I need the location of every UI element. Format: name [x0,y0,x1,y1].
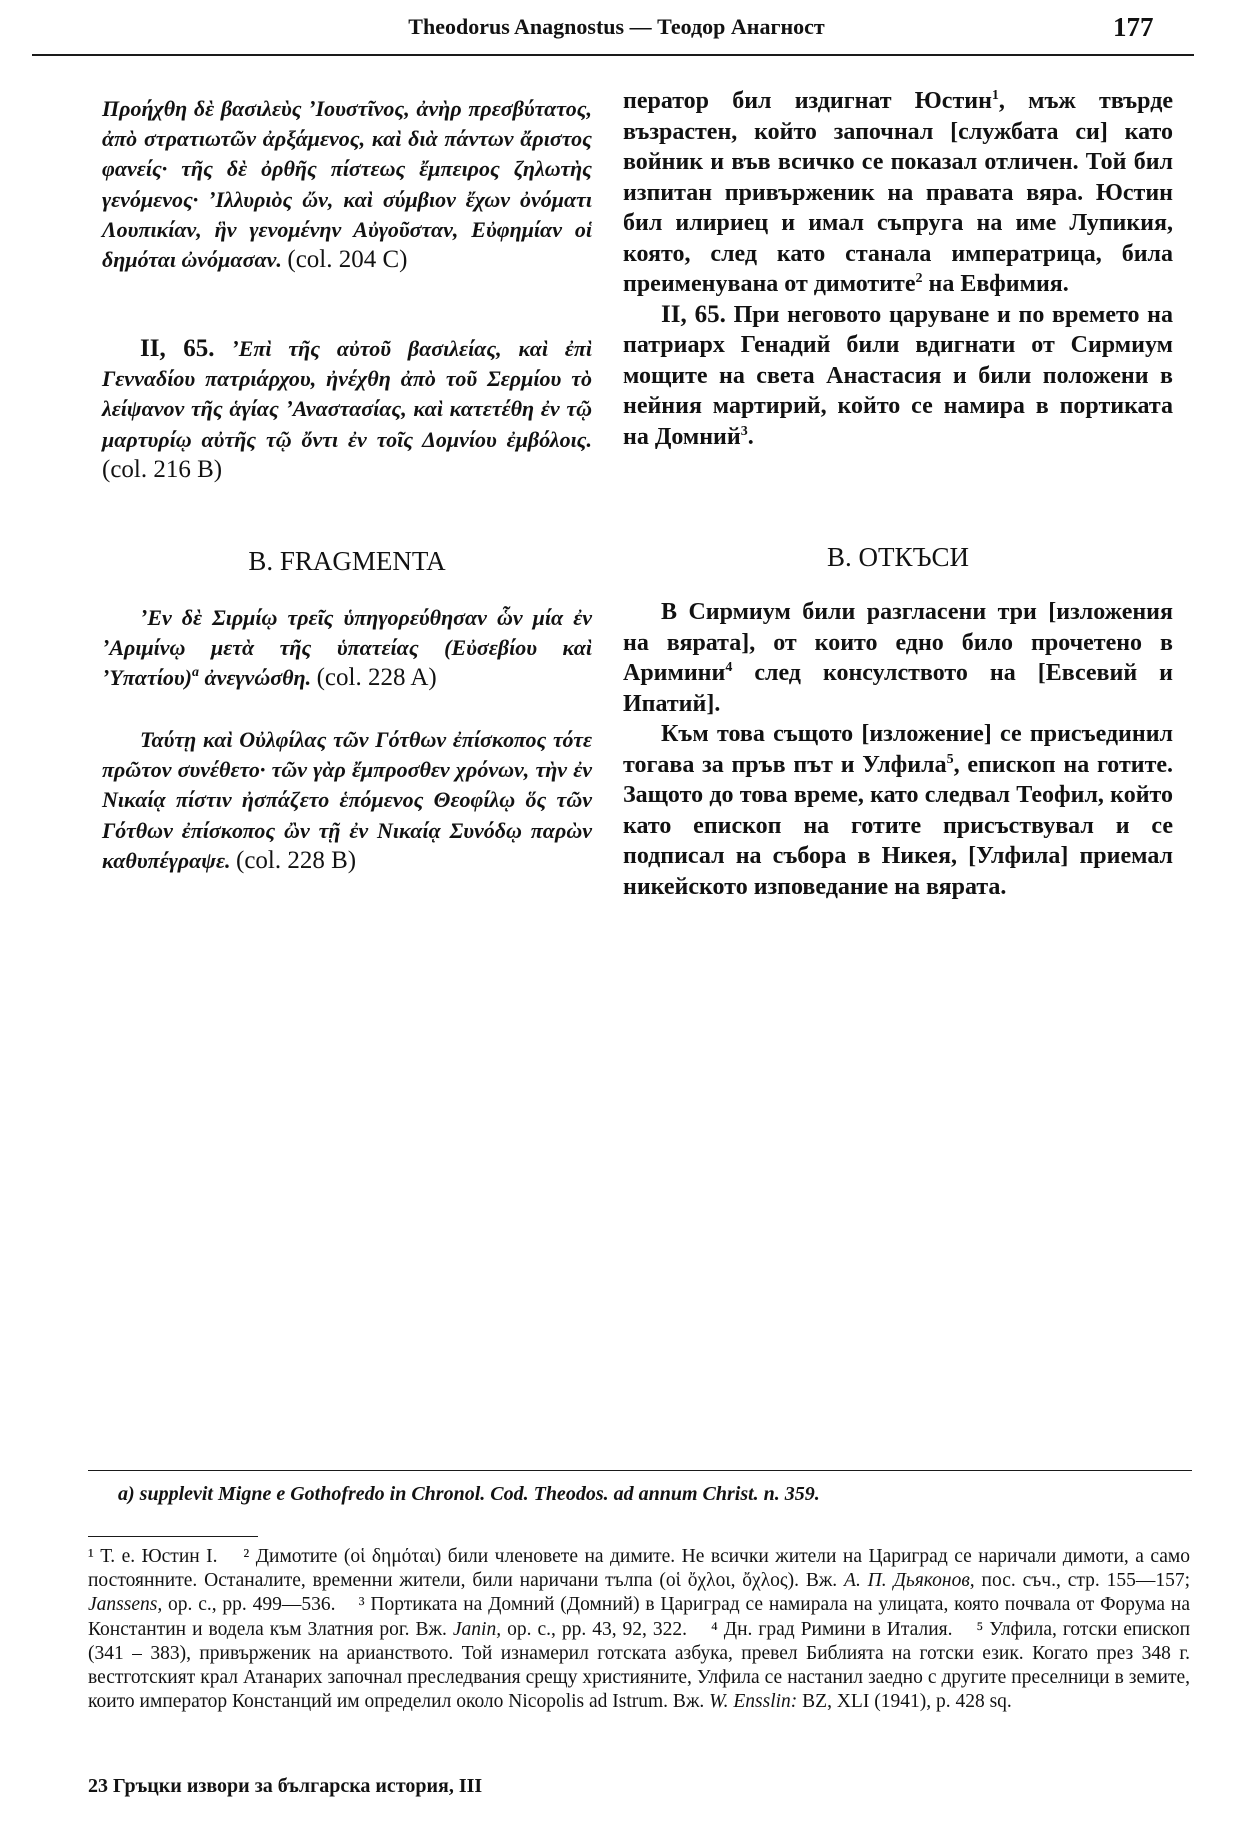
footnotes [88,1545,1190,1714]
signature-footer: 23 Гръцки извори за българска история, III [88,1775,483,1797]
section-heading-fragmenta: B. FRAGMENTA [248,546,446,576]
header-rule [32,54,1194,56]
section-number: II, 65. [661,300,726,328]
greek-fragment-ulfila-block [102,725,592,876]
column-reference: (col. 204 C) [287,246,408,274]
running-title: Theodorus Anagnostus — Теодор Анагност [408,14,825,39]
greek-column [102,94,592,275]
column-reference: (col. 228 B) [236,846,357,874]
translation-fragment-ulfila: Към това същото [изложение] се присъединил тогава за пръв път и Улфила$^5$, епископ на готите. Защото до това време, като следвал Теофил, който като епископ на готите присъствувал и се подписал на събора в Никея, [Улфила] приемал никейското изповедание на вярата. [623,721,1174,900]
translation-fragment-sirmium: В Сирмиум били разгласени три [изложения на вярата], от които едно било прочетено в Аримини$^4$ след консулството на [Евсевий и Ипатий]. [623,599,1173,717]
footnote-4: ⁴ Дн. град Римини в Италия. [711,1618,953,1640]
footnote-marker: 4 [725,660,733,675]
column-reference: (col. 216 B) [102,455,223,483]
column-reference: (col. 228 A) [316,664,437,692]
section-heading-otkasi: B. ОТКЪСИ [826,542,970,572]
greek-fragment-sirmium-block [102,603,592,694]
footnote-marker: 2 [915,271,923,286]
greek-passage-anastasia-block [102,334,592,485]
greek-fragment-ulfila: Ταύτῃ καὶ Οὐλφίλας τῶν Γότθων ἐπίσκοπος τότε πρῶτον συνέθετο· τῶν γὰρ ἔμπροσθεν χρόνων, τὴν ἐν Νικαίᾳ πίστιν ἠσπάζετο ἑπόμενος Θεοφίλῳ ὅς τῶν Γότθων ἐπίσκοπος ὢν τῇ ἐν Νικαίᾳ Συνόδῳ παρὼν καθυπέγραψε. (col. 228 B) [102,727,592,874]
footnote-2: ² Димотите (οἱ δημόται) били членовете на димите. Не всички жители на Цариград се наричали димоти, а само постоянните. Останалите, временни жители, били наричани тълпа (οἱ ὄχλοι, ὄχλος). Вж. А. П. Дьяконов, пос. съч., стр. 155—157; Janssens, op. c., pp. 499—536. [88,1546,1191,1616]
footnote-marker: 5 [946,751,954,767]
apparatus-marker: a [191,665,199,681]
apparatus-note: a) supplevit Migne e Gothofredo in Chronol. Cod. Theodos. ad annum Christ. n. 359. [118,1483,820,1505]
page-number: 177 [1113,12,1154,42]
footnote-marker: 1 [991,88,999,103]
footnote-3: ³ Портиката на Домний (Домний) в Цариград се намирала на улицата, която почвала от Форума на Константин и водела към Златния рог. Вж. Janin, op. c., pp. 43, 92, 322. [88,1594,1190,1640]
section-number: II, 65. [140,335,215,362]
translation-justin: ператор бил издигнат Юстин$^1$, мъж твърде възрастен, който започнал [службата си] като войник и във всичко се показал отличен. Той бил изпитан привърженик на правата вяра. Юстин бил илириец и имал съпруга на име Лупикия, която, след като станала императрица, била преименувана от димотите$^2$ на Евфимия. [623,88,1173,297]
footnote-5: ⁵ Улфила, готски епископ (341 – 383), привърженик на арианството. Той изнамерил готската азбука, превел Библията на готски език. Когато през 348 г. вестготският крал Атанарих започнал преследвания срещу християните, Улфила се настанил заедно с другите преселници в земите, които император Констанций им определил около Nicopolis ad Istrum. Вж. W. Ensslin: BZ, XLI (1941), p. 428 sq. [88,1618,1191,1713]
footnote-marker: 3 [740,423,748,439]
greek-passage-justin: Προήχθη δὲ βασιλεὺς ʼΙουστῖνος, ἀνὴρ πρεσβύτατος, ἀπὸ στρατιωτῶν ἀρξάμενος, καὶ διὰ πάντων ἄριστος φανείς· τῆς δὲ ὀρθῆς πίστεως ἔμπειρος ζηλωτὴς γενόμενος· ʼΙλλυριὸς ὤν, καὶ σύμβιον ἔχων ὀνόματι Λουπικίαν, ἣν γενομένην Αὐγοῦσταν, Εὐφημίαν οἱ δημόται ὠνόμασαν. (col. 204 C) [102,96,592,274]
footnote-rule [88,1536,258,1537]
translation-anastasia: II, 65. При неговото царуване и по времето на патриарх Генадий били вдигнати от Сирмиум мощите на света Анастасия и били положени в нейния мартирий, който се намира в портиката на Домний$^3$. [623,300,1173,450]
apparatus-rule [88,1470,1192,1471]
greek-passage-anastasia: II, 65. ʼΕπὶ τῆς αὐτοῦ βασιλείας, καὶ ἐπὶ Γενναδίου πατριάρχου, ἠνέχθη ἀπὸ τοῦ Σερμίου τὸ λείψανον τῆς ἁγίας ʼΑναστασίας, καὶ κατετέθη ἐν τῷ μαρτυρίῳ αὐτῆς τῷ ὄντι ἐν τοῖς Δομνίου ἐμβόλοις. (col. 216 B) [102,335,592,483]
translation-fragments [623,597,1173,902]
greek-fragment-sirmium: ʼΕν δὲ Σιρμίῳ τρεῖς ὑπηγορεύθησαν ὧν μία ἐν ʼΑριμίνῳ μετὰ τῆς ὑπατείας (Εὐσεβίου καὶ ʼΥπατίου)$^a$ ἀνεγνώσθη. (col. 228 A) [102,605,592,692]
translation-column [623,86,1173,452]
footnote-1: ¹ Т. е. Юстин I. [88,1546,218,1567]
